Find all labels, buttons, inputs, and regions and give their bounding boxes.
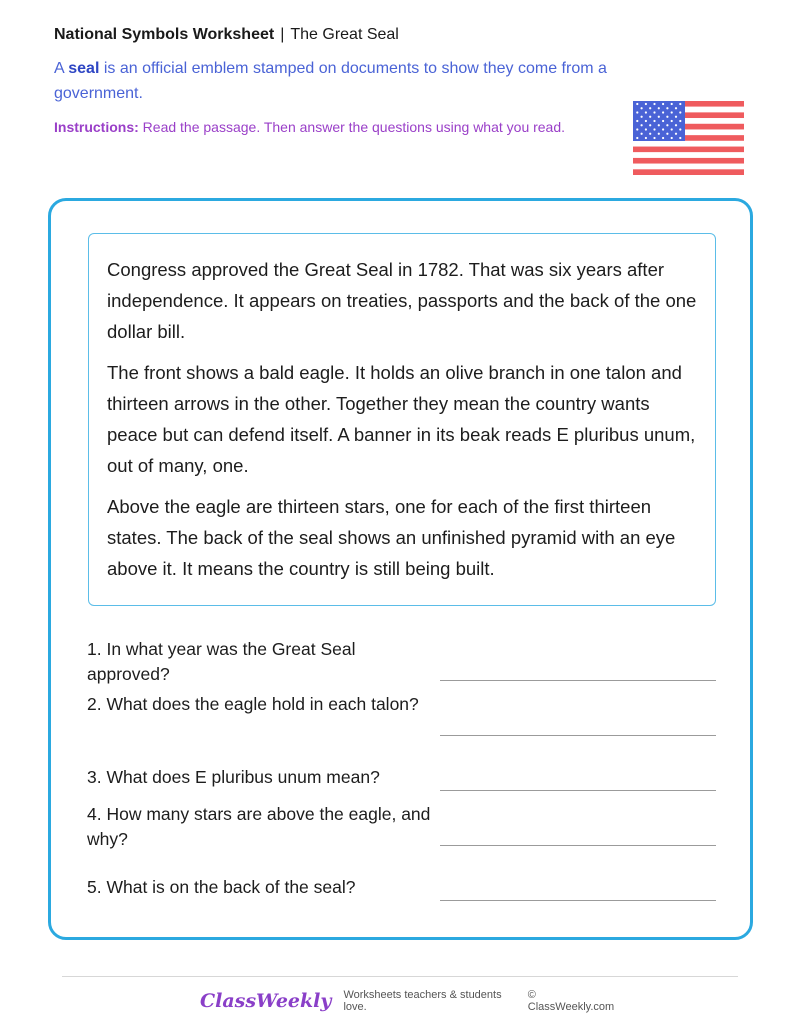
title-separator: |	[280, 26, 285, 43]
flag-star	[645, 103, 647, 105]
answer-line[interactable]	[440, 900, 716, 901]
passage-paragraph-1: Congress approved the Great Seal in 1782. That was six years after independence. It appears on treaties, passports and the back of the one dollar bill.	[107, 259, 697, 342]
flag-star	[671, 103, 673, 105]
flag-star	[679, 128, 681, 130]
title-line	[54, 26, 614, 44]
flag-star	[649, 133, 651, 135]
flag-star	[675, 116, 677, 118]
flag-star	[641, 116, 643, 118]
flag-star	[679, 103, 681, 105]
flag-star	[666, 116, 668, 118]
flag-star	[675, 133, 677, 135]
worksheet-frame	[48, 198, 753, 940]
flag-star	[641, 133, 643, 135]
flag-star	[636, 103, 638, 105]
flag-star	[653, 137, 655, 139]
flag-star	[641, 124, 643, 126]
brand-logo: ClassWeekly	[200, 990, 332, 1012]
us-flag-icon	[633, 101, 744, 175]
definition	[54, 56, 614, 106]
flag-star	[671, 111, 673, 113]
answer-line[interactable]	[440, 735, 716, 736]
flag-star	[649, 124, 651, 126]
question-text: 1. In what year was the Great Seal approved?	[87, 639, 356, 684]
flag-star	[645, 128, 647, 130]
flag-star	[666, 107, 668, 109]
reading-passage	[88, 233, 716, 606]
footer	[200, 986, 620, 1016]
passage-paragraph-3: Above the eagle are thirteen stars, one for each of the first thirteen states. The back of the seal shows an unfinished pyramid with an eye above it. It means the country is still being built.	[107, 496, 676, 579]
flag-star	[662, 111, 664, 113]
worksheet-title: National Symbols Worksheet	[54, 26, 275, 43]
footer-copyright: © ClassWeekly.com	[527, 989, 615, 1013]
flag-star	[671, 137, 673, 139]
definition-prefix: A	[54, 60, 64, 77]
flag-star	[636, 111, 638, 113]
flag-star	[653, 128, 655, 130]
worksheet-header	[54, 26, 614, 138]
question-text: 2. What does the eagle hold in each talon?	[87, 694, 419, 714]
question-text: 3. What does E pluribus unum mean?	[87, 767, 380, 787]
question-1	[87, 637, 719, 692]
flag-star	[641, 107, 643, 109]
flag-star	[662, 128, 664, 130]
flag-star	[645, 111, 647, 113]
flag-star	[666, 133, 668, 135]
flag-star	[679, 111, 681, 113]
footer-tagline: Worksheets teachers & students love.	[343, 989, 502, 1013]
flag-star	[636, 137, 638, 139]
questions-list	[87, 637, 719, 912]
flag-star	[653, 120, 655, 122]
footer-divider	[62, 976, 738, 977]
question-2	[87, 692, 719, 747]
flag-star	[662, 103, 664, 105]
flag-star	[662, 137, 664, 139]
flag-star	[679, 120, 681, 122]
question-text: 5. What is on the back of the seal?	[87, 877, 356, 897]
flag-star	[645, 120, 647, 122]
passage-paragraph-2: The front shows a bald eagle. It holds an olive branch in one talon and thirteen arrows in the other. Together they mean the country wants peace but can defend itself. A banner in its beak reads E pluribus unum, out of many, one.	[107, 362, 696, 476]
flag-star	[653, 111, 655, 113]
question-5	[87, 857, 719, 912]
flag-star	[658, 107, 660, 109]
flag-star	[675, 107, 677, 109]
question-text: 4. How many stars are above the eagle, and why?	[87, 804, 431, 849]
flag-star	[636, 128, 638, 130]
flag-star	[658, 116, 660, 118]
answer-line[interactable]	[440, 680, 716, 681]
flag-star	[653, 103, 655, 105]
flag-star	[679, 137, 681, 139]
flag-star	[658, 133, 660, 135]
flag-star	[649, 107, 651, 109]
question-3	[87, 747, 719, 802]
flag-star	[649, 116, 651, 118]
flag-star	[662, 120, 664, 122]
flag-star	[636, 120, 638, 122]
instructions-label: Instructions:	[54, 119, 139, 135]
flag-star	[666, 124, 668, 126]
instructions	[54, 116, 574, 138]
instructions-text: Read the passage. Then answer the questions using what you read.	[142, 119, 566, 135]
worksheet-subtitle: The Great Seal	[290, 26, 399, 43]
question-4	[87, 802, 719, 857]
flag-star	[675, 124, 677, 126]
answer-line[interactable]	[440, 790, 716, 791]
flag-star	[645, 137, 647, 139]
answer-line[interactable]	[440, 845, 716, 846]
definition-text: is an official emblem stamped on documents to show they come from a government.	[54, 60, 607, 102]
flag-star	[658, 124, 660, 126]
flag-star	[671, 120, 673, 122]
definition-term: seal	[68, 60, 100, 77]
flag-star	[671, 128, 673, 130]
